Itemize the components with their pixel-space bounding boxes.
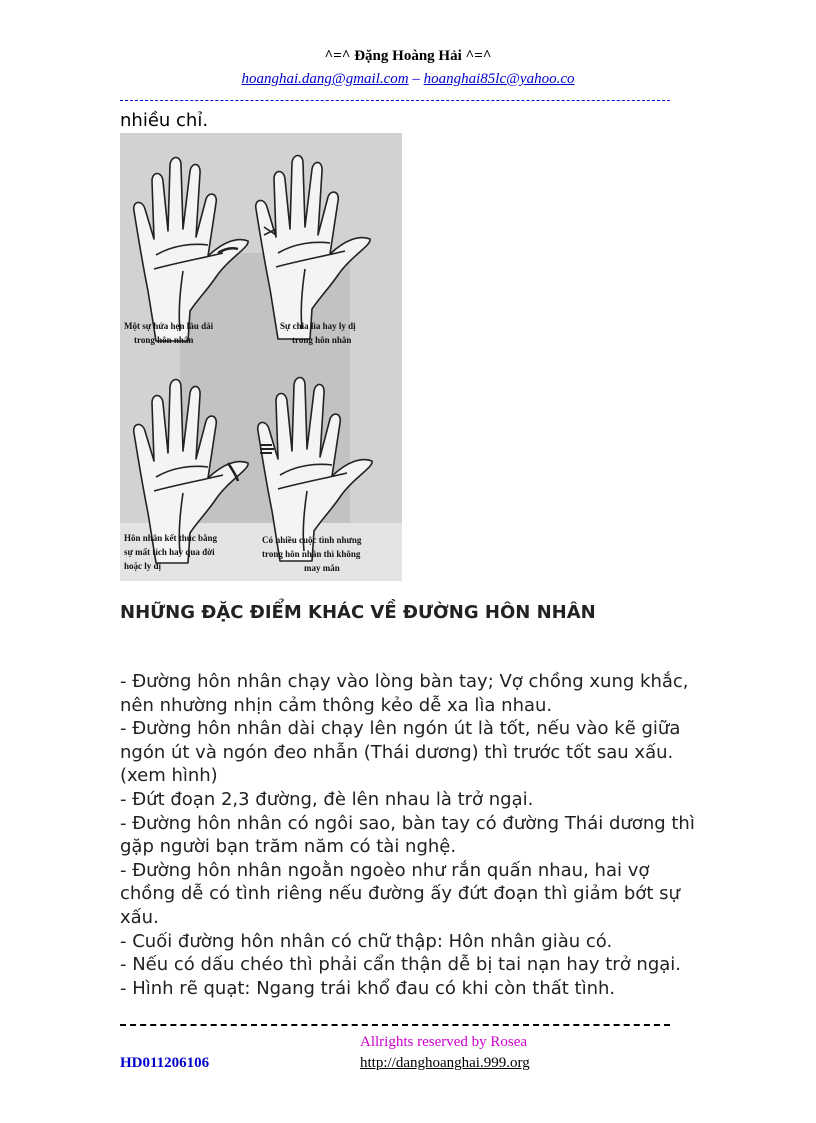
palm-illustration	[120, 133, 402, 581]
caption-4-line-2: trong hôn nhân thì không	[262, 549, 361, 559]
body-text	[120, 670, 700, 1000]
caption-3-line-3: hoặc ly dị	[124, 561, 162, 571]
caption-4-line-1: Có nhiều cuộc tình nhưng	[262, 535, 362, 545]
paragraph-1: - Đường hôn nhân chạy vào lòng bàn tay; Vợ chồng xung khắc, nên nhường nhịn cảm thông kẻo dễ xa lìa nhau.	[120, 671, 689, 716]
paragraph-5: - Đường hôn nhân ngoằn ngoèo như rắn quấn nhau, hai vợ chồng dễ có tình riêng nếu đường ấy đứt đoạn thì giảm bớt sự xấu.	[120, 859, 680, 928]
caption-1-line-2: trong hôn nhân	[134, 335, 194, 345]
separator: –	[412, 71, 420, 87]
document-code: HD011206106	[120, 1055, 210, 1071]
website-link[interactable]: http://danghoanghai.999.org	[360, 1055, 530, 1071]
paragraph-2: - Đường hôn nhân dài chạy lên ngón út là tốt, nếu vào kẽ giữa ngón út và ngón đeo nhẫn (Thái dương) thì trước tốt sau xấu. (xem hình)	[120, 718, 681, 787]
paragraph-7: - Nếu có dấu chéo thì phải cẩn thận dễ bị tai nạn hay trở ngại.	[120, 954, 682, 976]
footer-divider	[120, 1024, 670, 1026]
email-link-gmail[interactable]: hoanghai.dang@gmail.com	[241, 71, 409, 87]
paragraph-8: - Hình rẽ quạt: Ngang trái khổ đau có khi còn thất tình.	[120, 977, 616, 999]
contact-links	[0, 71, 816, 88]
caption-4-line-3: may mắn	[304, 563, 340, 573]
palm-diagram	[120, 133, 402, 581]
section-title: NHỮNG ĐẶC ĐIỂM KHÁC VỀ ĐƯỜNG HÔN NHÂN	[120, 602, 596, 623]
paragraph-4: - Đường hôn nhân có ngôi sao, bàn tay có đường Thái dương thì gặp người bạn trăm năm có tài nghệ.	[120, 812, 695, 858]
caption-1-line-1: Một sự hứa hẹn lâu dài	[124, 321, 214, 331]
author-title: ^=^ Đặng Hoàng Hải ^=^	[324, 48, 492, 64]
intro-text: nhiều chỉ.	[120, 110, 209, 131]
caption-3-line-1: Hôn nhân kết thúc bằng	[124, 533, 218, 543]
email-link-yahoo[interactable]: hoanghai85lc@yahoo.co	[423, 71, 575, 87]
copyright-text: Allrights reserved by Rosea	[360, 1034, 528, 1050]
paragraph-6: - Cuối đường hôn nhân có chữ thập: Hôn nhân giàu có.	[120, 930, 613, 952]
caption-3-line-2: sự mất tích hay qua đời	[124, 547, 215, 557]
caption-2-line-1: Sự chia lìa hay ly dị	[280, 321, 356, 331]
header-divider	[120, 100, 670, 101]
paragraph-3: - Đứt đoạn 2,3 đường, đè lên nhau là trở ngại.	[120, 788, 534, 810]
caption-2-line-2: trong hôn nhân	[292, 335, 352, 345]
